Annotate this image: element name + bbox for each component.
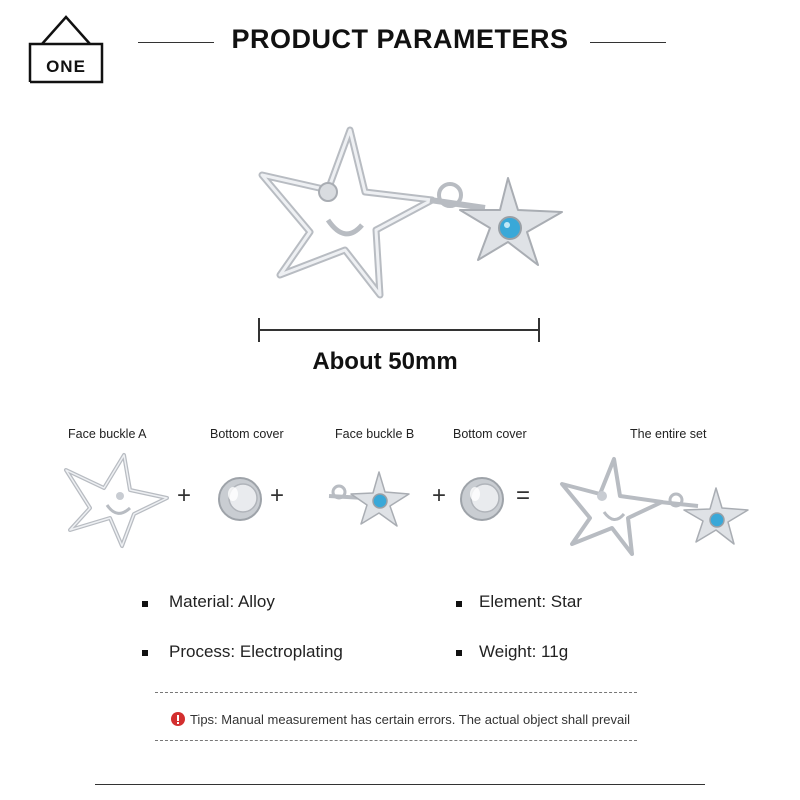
bullet-icon bbox=[456, 601, 462, 607]
face-buckle-a-image bbox=[62, 450, 172, 550]
gem-icon bbox=[373, 494, 387, 508]
bullet-icon bbox=[142, 601, 148, 607]
gem-icon bbox=[499, 217, 521, 239]
entire-set-image bbox=[556, 454, 752, 558]
tips-row bbox=[0, 711, 800, 727]
earring-product-image bbox=[250, 120, 580, 305]
operator-equals: = bbox=[516, 482, 531, 509]
gem-icon bbox=[710, 513, 724, 527]
footer-rule bbox=[95, 784, 705, 785]
bullet-icon bbox=[456, 650, 462, 656]
operator-plus-1: + bbox=[177, 482, 192, 509]
component-label-entire-set: The entire set bbox=[630, 427, 707, 441]
measurement-bracket bbox=[258, 316, 540, 344]
component-label-face-buckle-a: Face buckle A bbox=[68, 427, 147, 441]
spec-process: Process: Electroplating bbox=[169, 642, 343, 661]
bullet-icon bbox=[142, 650, 148, 656]
component-label-bottom-cover-2: Bottom cover bbox=[453, 427, 527, 441]
spec-material: Material: Alloy bbox=[169, 592, 275, 611]
warning-icon bbox=[170, 711, 186, 727]
bottom-cover-image-1 bbox=[217, 476, 263, 522]
tips-text: Tips: Manual measurement has certain errors. The actual object shall prevail bbox=[189, 712, 631, 727]
operator-plus-3: + bbox=[432, 482, 447, 509]
bottom-cover-image-2 bbox=[459, 476, 505, 522]
tips-bottom-divider bbox=[155, 740, 637, 741]
spec-element: Element: Star bbox=[479, 592, 582, 611]
measurement-label: About 50mm bbox=[312, 348, 458, 375]
face-buckle-b-image bbox=[325, 468, 415, 530]
spec-weight: Weight: 11g bbox=[479, 642, 569, 661]
component-label-bottom-cover-1: Bottom cover bbox=[210, 427, 284, 441]
page-title: PRODUCT PARAMETERS bbox=[231, 24, 569, 54]
operator-plus-2: + bbox=[270, 482, 285, 509]
tips-top-divider bbox=[155, 692, 637, 693]
title-right-rule bbox=[590, 42, 666, 43]
component-label-face-buckle-b: Face buckle B bbox=[335, 427, 415, 441]
logo-text: ONE bbox=[46, 57, 86, 76]
